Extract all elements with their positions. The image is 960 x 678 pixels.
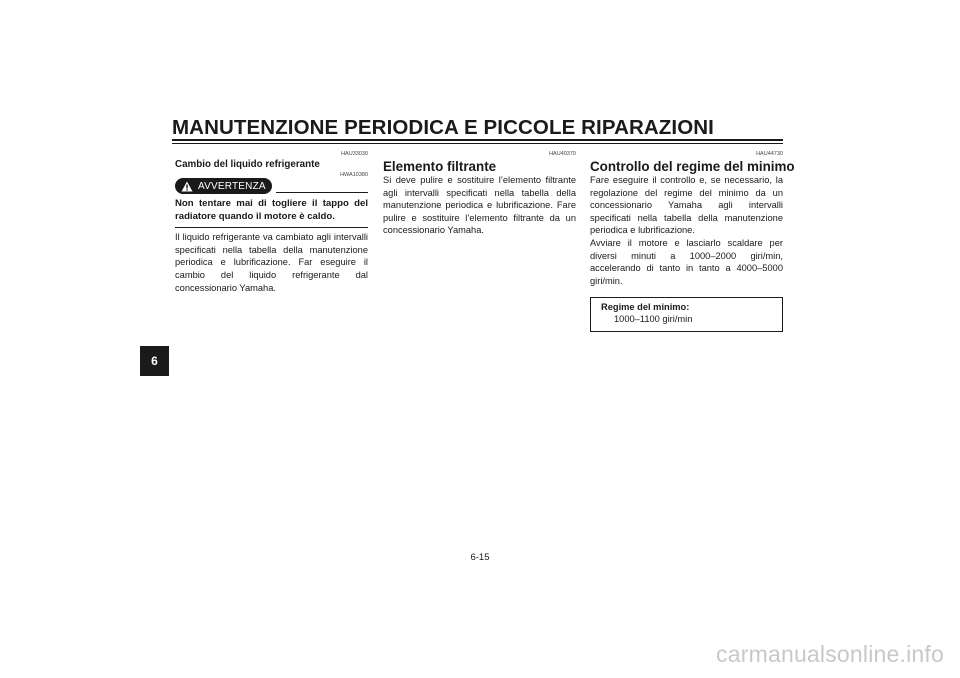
idle-spec-label: Regime del minimo: <box>601 302 690 313</box>
warning-code: HWA10380 <box>340 172 368 178</box>
warning-label: AVVERTENZA <box>198 180 266 192</box>
idle-spec-value: 1000–1100 giri/min <box>614 313 693 324</box>
chapter-tab: 6 <box>140 346 169 376</box>
coolant-subheading: Cambio del liquido refrigerante <box>175 159 320 170</box>
idle-body-1: Fare eseguire il controllo e, se necessario, la regolazione del regime del minimo da un concessionario Yamaha agli intervalli specificati nella tabella della manutenzione periodica e lubrificazione. <box>590 175 783 236</box>
column-idle <box>590 150 795 332</box>
warning-text: Non tentare mai di togliere il tappo del radiatore quando il motore è caldo. <box>175 198 368 222</box>
column-filter <box>383 150 576 237</box>
watermark: carmanualsonline.info <box>716 641 944 667</box>
warning-triangle-icon <box>181 181 193 192</box>
section-code: HAU40370 <box>549 151 576 157</box>
idle-spec-box <box>590 297 783 332</box>
filter-body: Si deve pulire e sostituire l’elemento filtrante agli intervalli specificati nella tabella della manutenzione periodica e lubrificazione. Fare pulire e sostituire l’elemento filtrante da un concessionario Yamaha. <box>383 175 576 236</box>
section-code: HAU44730 <box>756 151 783 157</box>
title-rule <box>172 139 783 141</box>
coolant-body: Il liquido refrigerante va cambiato agli intervalli specificati nella tabella della manutenzione periodica e lubrificazione. Far eseguire il cambio del liquido refrigerante dal concessionario Yamaha. <box>175 232 368 293</box>
section-code: HAU33030 <box>341 151 368 157</box>
title-rule-thin <box>172 143 783 144</box>
idle-heading: Controllo del regime del minimo <box>590 159 795 174</box>
page-title: MANUTENZIONE PERIODICA E PICCOLE RIPARAZIONI <box>172 116 714 139</box>
idle-body-2: Avviare il motore e lasciarlo scaldare per diversi minuti a 1000–2000 giri/min, accelerando di tanto in tanto a 4000–5000 giri/min. <box>590 237 783 286</box>
filter-heading: Elemento filtrante <box>383 159 497 174</box>
warning-bottom-rule <box>175 227 368 228</box>
column-coolant <box>175 150 368 294</box>
page-number: 6-15 <box>470 552 490 563</box>
warning-header-rule <box>276 192 368 193</box>
warning-badge <box>175 178 272 194</box>
